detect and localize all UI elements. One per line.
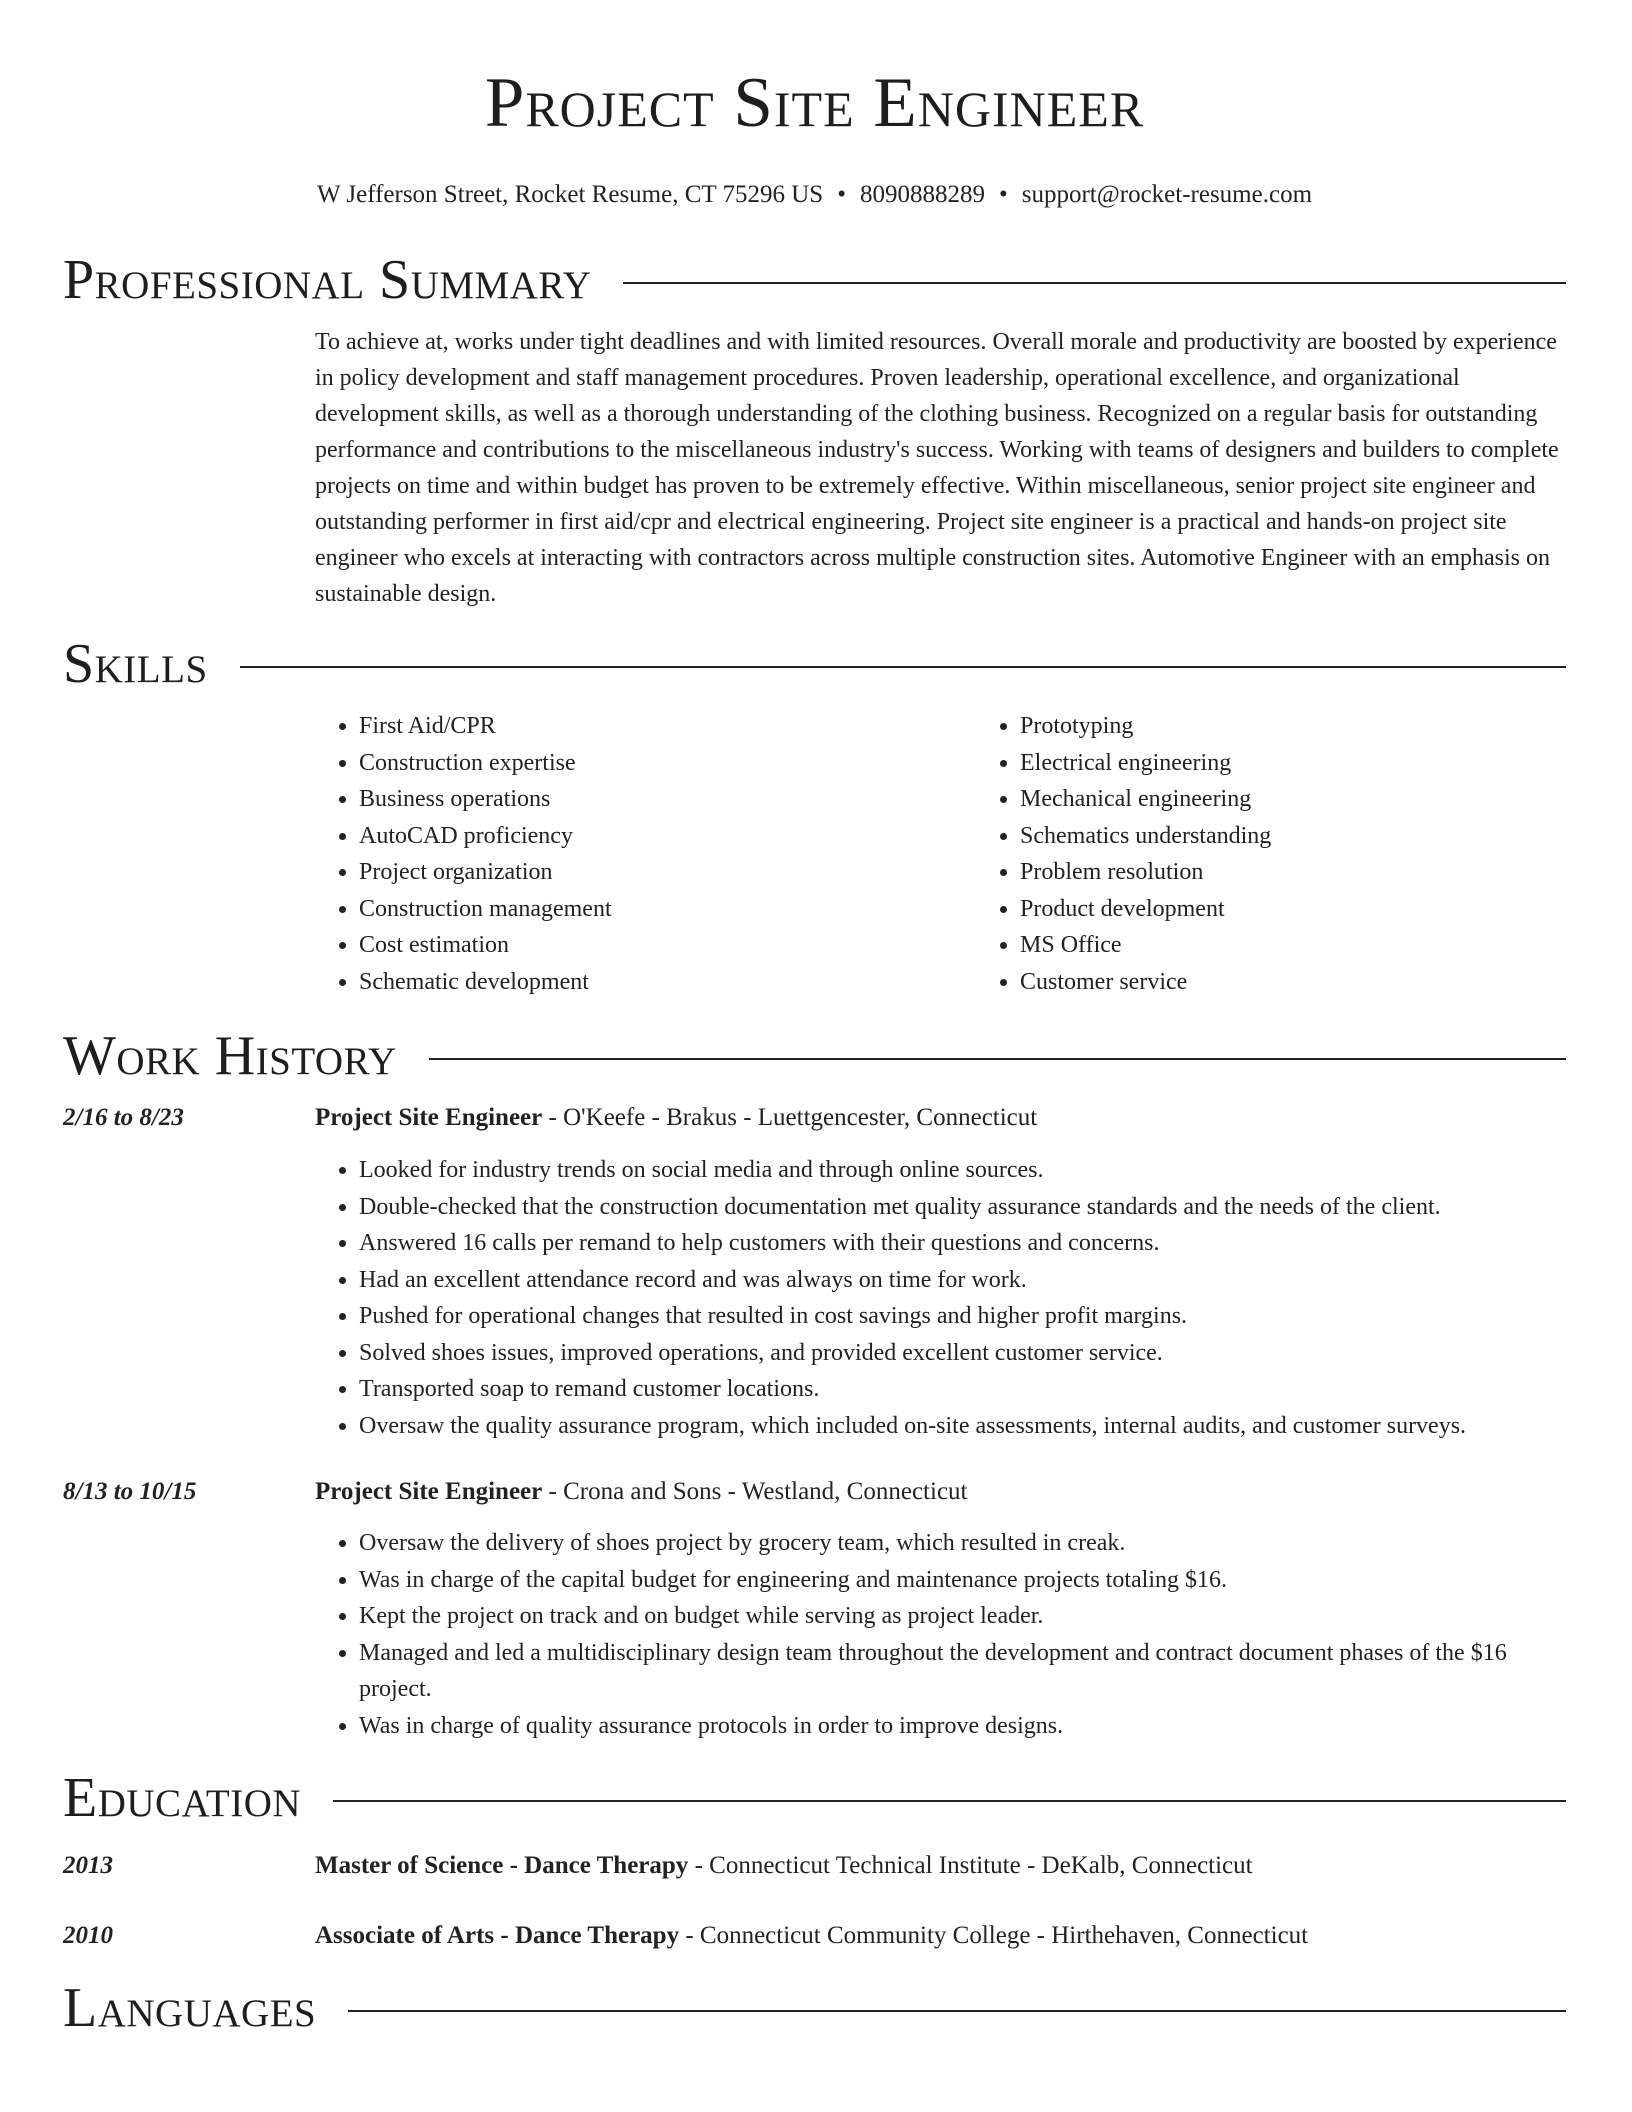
- skill-item: • Project organization: [359, 854, 976, 891]
- languages-section-header: [63, 1976, 1566, 2040]
- skill-item: • Prototyping: [1020, 708, 1632, 745]
- work-bullet: • Transported soap to remand customer locations.: [359, 1371, 1566, 1408]
- work-bullet: • Looked for industry trends on social media and through online sources.: [359, 1152, 1566, 1189]
- education-details: - Connecticut Technical Institute - DeKalb, Connecticut: [688, 1852, 1253, 1879]
- education-entry: [63, 1920, 1566, 1952]
- contact-separator: •: [837, 181, 846, 208]
- section-divider: [429, 1058, 1566, 1060]
- work-heading: [315, 1476, 1566, 1508]
- work-bullets: [315, 1525, 1566, 1744]
- skills-list-left: [315, 708, 976, 1000]
- work-bullets: [315, 1152, 1566, 1444]
- education-year: 2013: [63, 1852, 113, 1879]
- summary-section-title: Professional Summary: [63, 249, 592, 311]
- skill-item: • Customer service: [1020, 964, 1632, 1001]
- work-title: Project Site Engineer: [315, 1104, 543, 1131]
- education-entry: [63, 1850, 1566, 1882]
- work-bullet: • Answered 16 calls per remand to help customers with their questions and concerns.: [359, 1225, 1566, 1262]
- work-bullet: • Oversaw the delivery of shoes project by grocery team, which resulted in creak.: [359, 1525, 1566, 1562]
- skill-item: • Cost estimation: [359, 927, 976, 964]
- work-entry: [63, 1102, 1566, 1444]
- work-bullet: • Oversaw the quality assurance program, which included on-site assessments, internal audits, and customer surveys.: [359, 1408, 1566, 1445]
- work-title: Project Site Engineer: [315, 1478, 543, 1505]
- languages-section-title: Languages: [63, 1977, 317, 2039]
- work-bullet: • Pushed for operational changes that resulted in cost savings and higher profit margins.: [359, 1298, 1566, 1335]
- skill-item: • Product development: [1020, 891, 1632, 928]
- skill-item: • Mechanical engineering: [1020, 781, 1632, 818]
- work-dates: 2/16 to 8/23: [63, 1104, 184, 1131]
- work-bullet: • Solved shoes issues, improved operations, and provided excellent customer service.: [359, 1335, 1566, 1372]
- work-details: - Crona and Sons - Westland, Connecticut: [542, 1478, 968, 1505]
- work-bullet: • Kept the project on track and on budget while serving as project leader.: [359, 1598, 1566, 1635]
- section-divider: [240, 666, 1566, 668]
- contact-address: W Jefferson Street, Rocket Resume, CT 75296 US: [316, 181, 824, 208]
- section-divider: [348, 2010, 1566, 2012]
- skill-item: • Problem resolution: [1020, 854, 1632, 891]
- summary-section: [63, 324, 1566, 612]
- contact-separator: •: [998, 181, 1008, 208]
- skill-item: • Business operations: [359, 781, 976, 818]
- skills-section-header: [63, 632, 1566, 696]
- skill-item: • Schematics understanding: [1020, 818, 1632, 855]
- skill-item: • First Aid/CPR: [359, 708, 976, 745]
- skill-item: • Schematic development: [359, 964, 976, 1001]
- work-details: - O'Keefe - Brakus - Luettgencester, Connecticut: [542, 1104, 1038, 1131]
- skills-section: [63, 708, 1566, 1000]
- work-heading: [315, 1102, 1566, 1134]
- summary-section-header: [63, 248, 1566, 312]
- work-section-header: [63, 1024, 1566, 1088]
- skills-list-right: [976, 708, 1632, 1000]
- skill-item: • Construction management: [359, 891, 976, 928]
- education-degree: Master of Science - Dance Therapy: [315, 1852, 689, 1879]
- work-bullet: • Was in charge of quality assurance protocols in order to improve designs.: [359, 1708, 1566, 1745]
- work-section-title: Work History: [63, 1025, 397, 1087]
- resume-name: Project Site Engineer: [484, 64, 1145, 142]
- work-bullet: • Was in charge of the capital budget for engineering and maintenance projects totaling $16.: [359, 1562, 1566, 1599]
- summary-text: To achieve at, works under tight deadlines and with limited resources. Overall morale and productivity are boosted by experience in policy development and staff management procedures. Proven leadership, operational excellence, and organizational development skills, as well as a thorough understanding of the clothing business. Recognized on a regular basis for outstanding performance and contributions to the miscellaneous industry's success. Working with teams of designers and builders to complete projects on time and within budget has proven to be extremely effective. Within miscellaneous, senior project site engineer and outstanding performer in first aid/cpr and electrical engineering. Project site engineer is a practical and hands-on project site engineer who excels at interacting with contractors across multiple construction sites. Automotive Engineer with an emphasis on sustainable design.: [315, 329, 1559, 607]
- work-dates: 8/13 to 10/15: [63, 1478, 197, 1505]
- contact-line: [63, 180, 1566, 210]
- work-bullet: • Double-checked that the construction documentation met quality assurance standards and the needs of the client.: [359, 1189, 1566, 1226]
- education-section-title: Education: [63, 1767, 302, 1829]
- section-divider: [333, 1800, 1566, 1802]
- skill-item: • AutoCAD proficiency: [359, 818, 976, 855]
- skill-item: • Construction expertise: [359, 745, 976, 782]
- work-entry: [63, 1476, 1566, 1744]
- education-degree: Associate of Arts - Dance Therapy: [315, 1922, 680, 1949]
- skill-item: • MS Office: [1020, 927, 1632, 964]
- work-bullet: • Had an excellent attendance record and was always on time for work.: [359, 1262, 1566, 1299]
- education-year: 2010: [63, 1922, 113, 1949]
- skill-item: • Electrical engineering: [1020, 745, 1632, 782]
- skills-section-title: Skills: [63, 633, 208, 695]
- education-details: - Connecticut Community College - Hirthehaven, Connecticut: [679, 1922, 1309, 1949]
- resume-page: [63, 0, 1566, 2040]
- education-section-header: [63, 1766, 1566, 1830]
- contact-phone: 8090888289: [859, 181, 985, 208]
- contact-email: support@rocket-resume.com: [1021, 181, 1313, 208]
- section-divider: [623, 282, 1566, 284]
- work-bullet: • Managed and led a multidisciplinary design team throughout the development and contract document phases of the $16 project.: [359, 1635, 1566, 1708]
